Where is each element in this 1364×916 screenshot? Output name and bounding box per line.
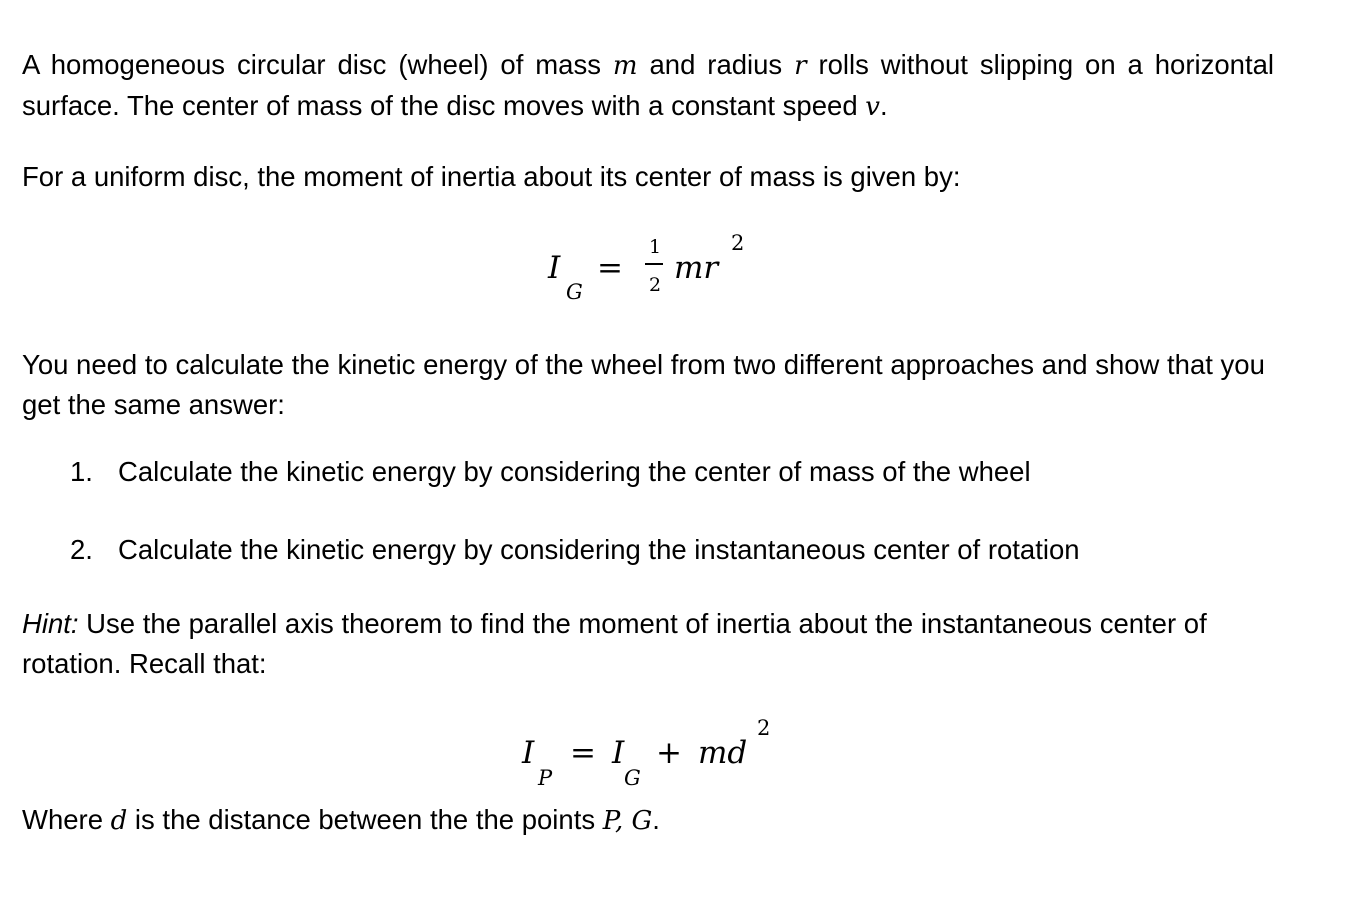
list-item-number: 2. <box>70 534 93 565</box>
intro-text-3: rolls without slipping on a horizontal surface. The center of mass of the disc moves with a constant speed <box>22 49 1274 121</box>
inertia-intro: For a uniform disc, the moment of inertia about its center of mass is given by: <box>22 161 961 192</box>
eq2-sub-P: P <box>538 766 553 790</box>
eq2-I-G: I <box>612 735 625 771</box>
list-item-text: Calculate the kinetic energy by considering the instantaneous center of rotation <box>118 534 1080 565</box>
hint-text: Use the parallel axis theorem to find the moment of inertia about the instantaneous center of rotation. Recall that: <box>22 608 1207 679</box>
eq1-frac-numerator: 1 <box>649 236 662 258</box>
intro-paragraph <box>22 45 1274 127</box>
task-intro: You need to calculate the kinetic energy of the wheel from two different approaches and show that you get the same answer: <box>22 349 1265 420</box>
eq1-frac-bar <box>645 263 663 265</box>
var-d: d <box>110 806 128 836</box>
var-r: r <box>794 51 807 81</box>
points-PG: P, G <box>602 806 653 836</box>
eq1-frac-denominator: 2 <box>649 274 662 296</box>
eq2-plus: + <box>656 735 682 771</box>
intro-text-1: A homogeneous circular disc (wheel) of mass <box>22 49 613 80</box>
intro-text-4: . <box>879 90 888 121</box>
where-text-1: Where <box>22 804 111 835</box>
eq1-I: I <box>548 250 561 286</box>
var-v: v <box>865 92 880 122</box>
eq2-exponent: 2 <box>757 716 771 740</box>
hint-label: Hint: <box>22 608 79 639</box>
intro-text-2: and radius <box>637 49 795 80</box>
eq1-mr: mr <box>674 250 719 286</box>
eq1-equals: = <box>597 250 623 286</box>
list-item-text: Calculate the kinetic energy by considering the center of mass of the wheel <box>118 456 1031 487</box>
eq2-equals: = <box>570 735 596 771</box>
eq1-exponent: 2 <box>731 231 745 255</box>
eq2-md: md <box>698 735 748 771</box>
where-text-3: . <box>652 804 660 835</box>
var-m: m <box>612 51 638 81</box>
hint-paragraph <box>22 604 1278 684</box>
where-text-2: is the distance between the the points <box>127 804 603 835</box>
where-line <box>22 800 1274 841</box>
eq2-sub-G: G <box>624 766 641 790</box>
eq1-sub-G: G <box>566 280 583 304</box>
list-item-number: 1. <box>70 456 93 487</box>
eq2-I-P: I <box>522 735 535 771</box>
